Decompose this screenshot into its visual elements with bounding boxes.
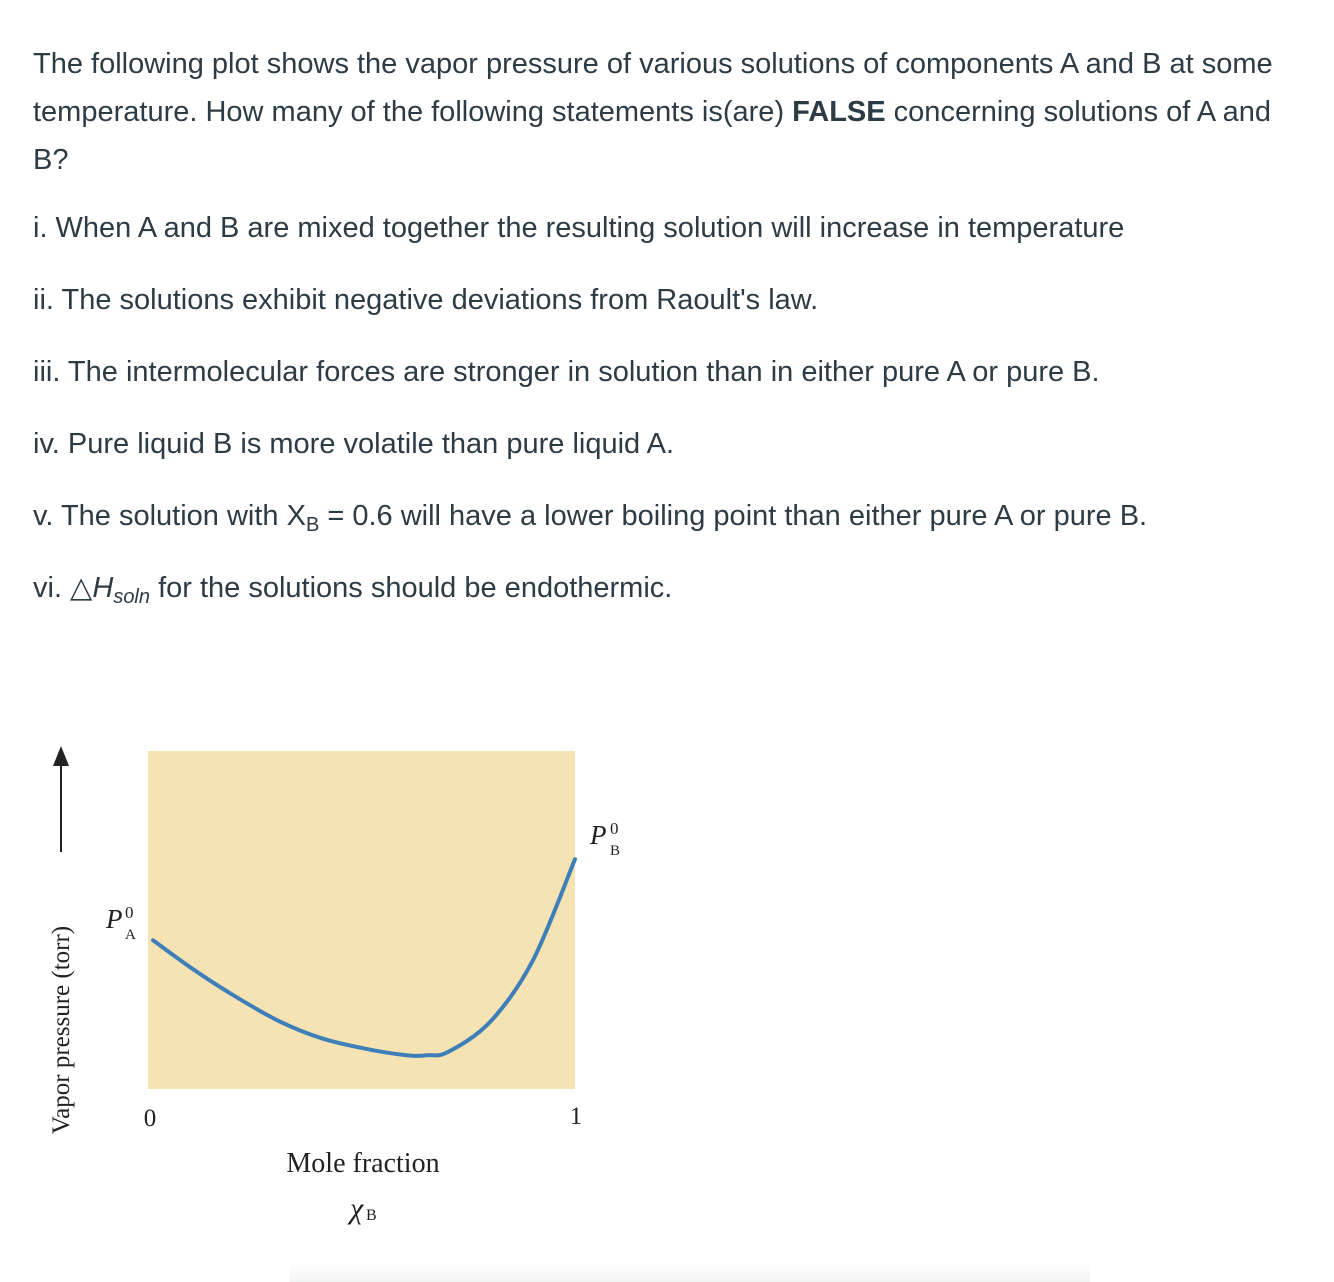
- statement-i: i. When A and B are mixed together the resulting solution will increase in temperature: [33, 212, 1125, 244]
- question-text: [33, 40, 1313, 636]
- statement-vi-suffix: for the solutions should be endothermic.: [150, 572, 673, 604]
- label-p0-b: [589, 819, 620, 859]
- statement-ii: ii. The solutions exhibit negative deviations from Raoult's law.: [33, 284, 819, 316]
- statement-vi-sub: soln: [113, 586, 151, 608]
- label-p0-a-sup: 0: [125, 903, 134, 922]
- x-axis-symbol-sub: B: [366, 1207, 377, 1224]
- vapor-pressure-chart: [30, 740, 650, 1240]
- label-p0-b-main: P: [590, 820, 607, 850]
- label-p0-b-sub: B: [610, 843, 621, 859]
- statement-iii: iii. The intermolecular forces are stronger in solution than in either pure A or pure B.: [33, 356, 1100, 388]
- x-tick-0: 0: [143, 1105, 157, 1132]
- statement-iv: iv. Pure liquid B is more volatile than pure liquid A.: [33, 428, 675, 460]
- statement-vi: [33, 564, 1313, 636]
- statement-v-prefix: v. The solution with X: [33, 500, 306, 532]
- intro-text-2: concerning solutions of A and B?: [33, 96, 1271, 176]
- statement-v-suffix: = 0.6 will have a lower boiling point than either pure A or pure B.: [319, 500, 1148, 532]
- intro-text-1: The following plot shows the vapor pressure of various solutions of components A and B at some temperature. How many of the following statements is(are): [33, 48, 1273, 128]
- statement-v: [33, 492, 1313, 564]
- question-intro: [33, 40, 1313, 184]
- plot-area: [148, 751, 575, 1089]
- label-p0-a-sub: A: [125, 927, 136, 943]
- label-p0-a: [105, 903, 136, 943]
- intro-bold-false: FALSE: [792, 96, 886, 128]
- bottom-fade: [290, 1262, 1090, 1282]
- statement-vi-prefix: vi. △: [33, 572, 93, 604]
- statement-vi-italic: H: [92, 572, 114, 604]
- y-axis-label: Vapor pressure (torr): [48, 925, 75, 1135]
- x-axis-symbol-chi: χ: [350, 1192, 364, 1225]
- x-axis-symbol: [347, 1192, 377, 1225]
- vapor-pressure-figure: [30, 740, 650, 1240]
- x-axis-label: Mole fraction: [286, 1148, 440, 1179]
- label-p0-a-main: P: [106, 904, 123, 934]
- x-tick-1: 1: [569, 1103, 583, 1130]
- label-p0-b-sup: 0: [610, 819, 619, 838]
- statement-v-sub: B: [305, 514, 320, 536]
